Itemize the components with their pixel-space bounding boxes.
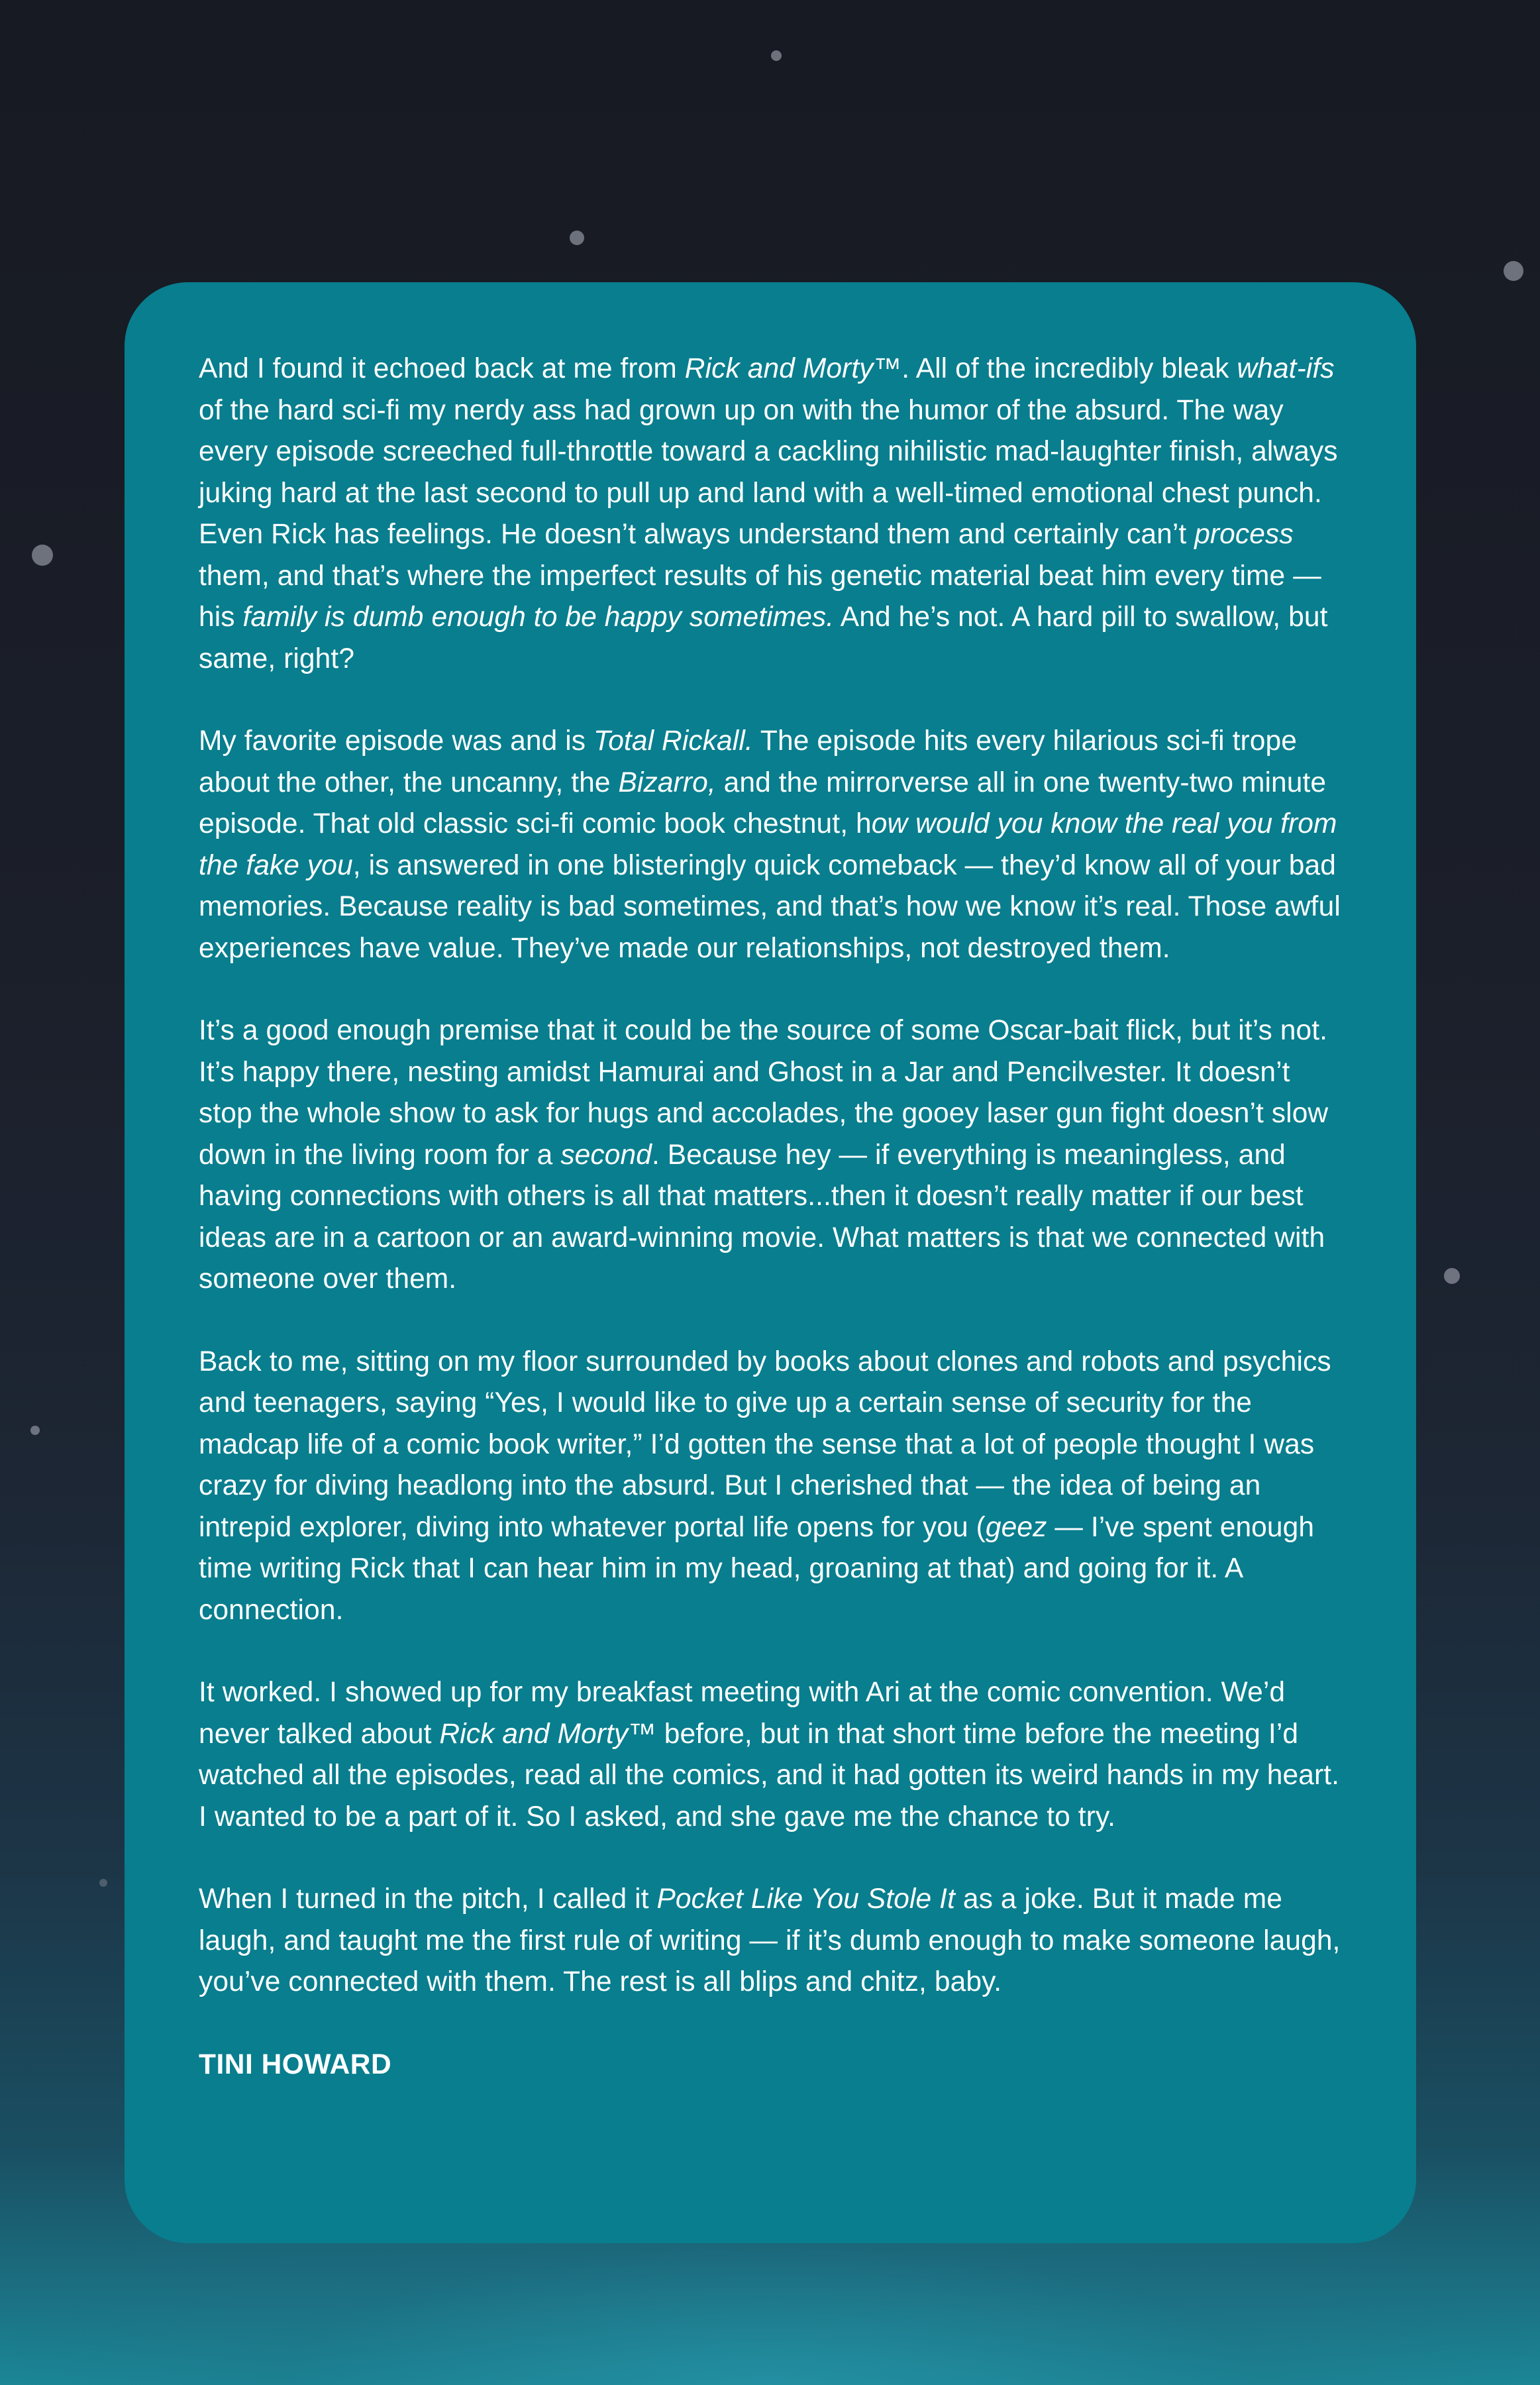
italic-title: Rick and Morty™: [439, 1718, 656, 1750]
italic-phrase: geez: [985, 1511, 1047, 1543]
star-decoration: [771, 50, 782, 61]
italic-phrase: ow would you know the real you from the fake you: [199, 808, 1337, 881]
text-run: and the mirrorverse all in one twenty-two minute episode. That old classic sci-fi comic book chestnut, h: [199, 767, 1327, 839]
text-run: , is answered in one blisteringly quick comeback — they’d know all of your bad memories. Because reality is bad sometimes, and that’s how we know it’s real. Those awful experiences have value. They’ve made our relationships, not destroyed them.: [199, 849, 1341, 964]
text-run: The episode hits every hilarious sci-fi trope about the other, the uncanny, the: [199, 725, 1297, 798]
star-decoration: [1444, 1268, 1460, 1284]
star-decoration: [32, 545, 53, 566]
text-run: And he’s not. A hard pill to swallow, but same, right?: [199, 602, 1328, 674]
italic-title: Rick and Morty™: [684, 353, 902, 384]
text-run: — I’ve spent enough time writing Rick that I can hear him in my head, groaning at that) and going for it. A connection.: [199, 1511, 1315, 1626]
italic-phrase: what-ifs: [1237, 353, 1335, 384]
text-run: It’s a good enough premise that it could be the source of some Oscar-bait flick, but it’s not. It’s happy there, nesting amidst Hamurai and Ghost in a Jar and Pencilvester. It doesn’t stop the whole show to ask for hugs and accolades, the gooey laser gun fight doesn’t slow down in the living room for a: [199, 1015, 1329, 1171]
author-signature: TINI HOWARD: [199, 2048, 392, 2080]
essay-paragraph-2: [199, 721, 1345, 969]
essay-paragraph-5: [199, 1672, 1345, 1838]
text-run: It worked. I showed up for my breakfast meeting with Ari at the comic convention. We’d never talked about: [199, 1677, 1286, 1750]
text-run: . Because hey — if everything is meaningless, and having connections with others is all that matters...then it doesn’t really matter if our best ideas are in a cartoon or an award-winning movie. What matters is that we connected with someone over them.: [199, 1139, 1325, 1295]
text-run: as a joke. But it made me laugh, and taught me the first rule of writing — if it’s dumb enough to make someone laugh, you’ve connected with them. The rest is all blips and chitz, baby.: [199, 1883, 1341, 1997]
essay-paragraph-4: [199, 1342, 1345, 1632]
text-run: . All of the incredibly bleak: [901, 353, 1237, 384]
text-run: When I turned in the pitch, I called it: [199, 1883, 657, 1915]
text-run: Back to me, sitting on my floor surrounded by books about clones and robots and psychics and teenagers, saying “Yes, I would like to give up a certain sense of security for the madcap life of a comic book writer,” I’d gotten the sense that a lot of people thought I was crazy for diving headlong into the absurd. But I cherished that — the idea of being an intrepid explorer, diving into whatever portal life opens for you (: [199, 1346, 1331, 1543]
text-run: And I found it echoed back at me from: [199, 353, 685, 384]
essay-paragraph-3: [199, 1010, 1345, 1300]
text-run: of the hard sci-fi my nerdy ass had grown up on with the humor of the absurd. The way every episode screeched full-throttle toward a cackling nihilistic mad-laughter finish, always juking hard at the last second to pull up and land with a well-timed emotional chest punch. Even Rick has feelings. He doesn’t always understand them and certainly can’t: [199, 394, 1338, 550]
text-run: before, but in that short time before the meeting I’d watched all the episodes, read all the comics, and it had gotten its weird hands in my heart. I wanted to be a part of it. So I asked, and she gave me the chance to try.: [199, 1718, 1340, 1832]
italic-phrase: second: [560, 1139, 652, 1171]
italic-phrase: Bizarro,: [618, 767, 716, 798]
star-decoration: [99, 1879, 107, 1887]
italic-title: Pocket Like You Stole It: [656, 1883, 955, 1915]
italic-title: Total Rickall.: [593, 725, 753, 757]
text-run: them, and that’s where the imperfect results of his genetic material beat him every time — his: [199, 560, 1321, 633]
essay-paragraph-1: [199, 348, 1345, 680]
italic-phrase: family is dumb enough to be happy sometimes.: [242, 602, 835, 633]
star-decoration: [1504, 261, 1523, 281]
star-decoration: [30, 1426, 40, 1435]
italic-phrase: process: [1194, 519, 1294, 550]
essay-panel: [125, 282, 1416, 2243]
star-decoration: [570, 231, 584, 245]
text-run: My favorite episode was and is: [199, 725, 594, 757]
essay-paragraph-6: [199, 1879, 1345, 2003]
